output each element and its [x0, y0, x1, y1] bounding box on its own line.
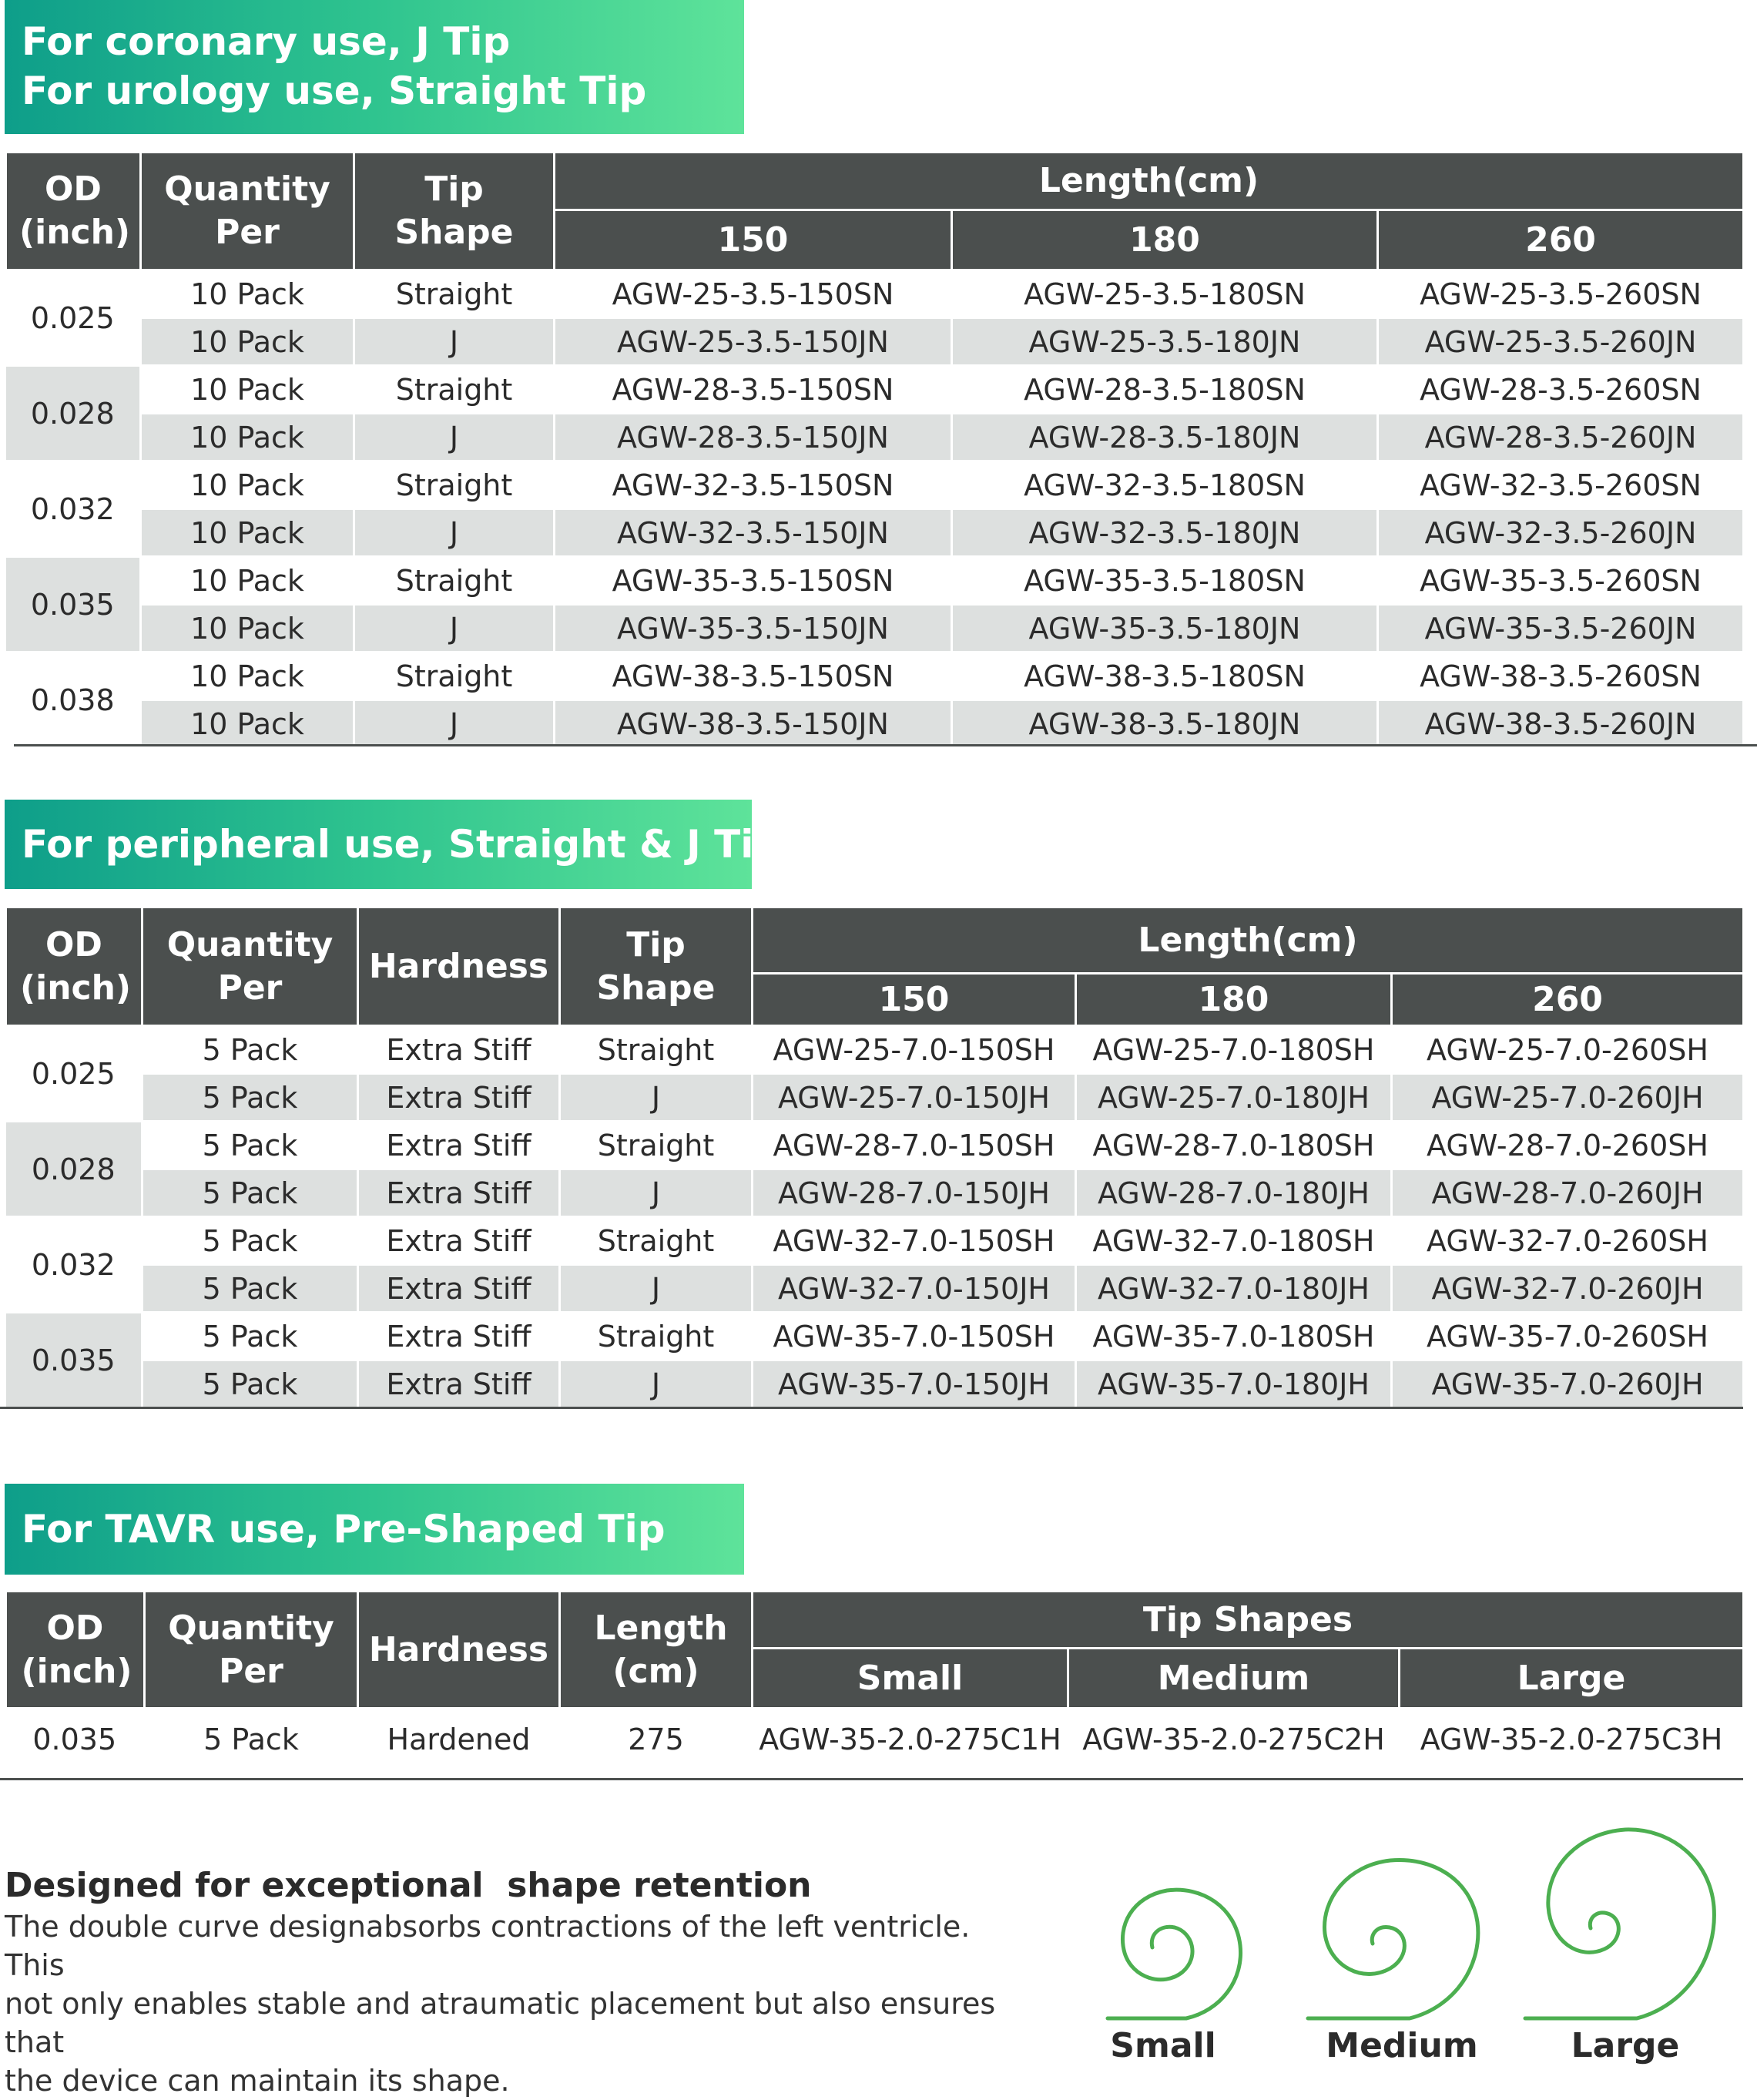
code-150-cell: AGW-32-7.0-150JH: [753, 1265, 1076, 1313]
small-code-cell: AGW-35-2.0-275C1H: [753, 1709, 1068, 1770]
quantity-cell: 5 Pack: [143, 1360, 358, 1408]
header-od: [6, 153, 141, 270]
table-row: [6, 1074, 1744, 1122]
code-260-cell: AGW-38-3.5-260SN: [1378, 652, 1744, 700]
tip-shape-cell: Straight: [354, 366, 555, 414]
header-hardness: Hardness: [358, 907, 560, 1026]
tip-shape-cell: Straight: [560, 1313, 753, 1360]
code-150-cell: AGW-28-7.0-150JH: [753, 1169, 1076, 1217]
shape-label-medium: Medium: [1326, 2026, 1478, 2065]
code-260-cell: AGW-28-7.0-260SH: [1392, 1122, 1744, 1169]
table-row: [6, 1217, 1744, 1265]
header-length-150: 150: [555, 210, 952, 270]
quantity-cell: 5 Pack: [143, 1217, 358, 1265]
description-block: [5, 1864, 1029, 2100]
code-260-cell: AGW-35-7.0-260SH: [1392, 1313, 1744, 1360]
code-180-cell: AGW-32-7.0-180JH: [1076, 1265, 1392, 1313]
tip-shape-cell: Straight: [354, 557, 555, 605]
header-od: [6, 1592, 145, 1709]
code-180-cell: AGW-32-7.0-180SH: [1076, 1217, 1392, 1265]
tip-shape-cell: Straight: [354, 461, 555, 509]
tip-shape-cell: J: [354, 414, 555, 461]
quantity-cell: 10 Pack: [141, 652, 354, 700]
header-tip-label: Tip Shape: [596, 924, 716, 1008]
code-260-cell: AGW-32-3.5-260JN: [1378, 509, 1744, 557]
header-length-180: 180: [952, 210, 1378, 270]
code-180-cell: AGW-28-7.0-180JH: [1076, 1169, 1392, 1217]
quantity-cell: 5 Pack: [145, 1709, 358, 1770]
quantity-cell: 10 Pack: [141, 366, 354, 414]
od-cell: 0.032: [6, 461, 141, 557]
code-260-cell: AGW-32-3.5-260SN: [1378, 461, 1744, 509]
quantity-cell: 5 Pack: [143, 1169, 358, 1217]
header-tip-shape: [560, 907, 753, 1026]
tavr-table: [5, 1590, 1745, 1771]
code-150-cell: AGW-32-3.5-150SN: [555, 461, 952, 509]
code-260-cell: AGW-25-7.0-260JH: [1392, 1074, 1744, 1122]
quantity-cell: 10 Pack: [141, 414, 354, 461]
quantity-cell: 10 Pack: [141, 509, 354, 557]
banner-line: For TAVR use, Pre-Shaped Tip: [22, 1507, 666, 1552]
header-length: [560, 1592, 753, 1709]
quantity-cell: 10 Pack: [141, 270, 354, 318]
divider: [0, 1778, 1743, 1780]
tip-shape-cell: Straight: [354, 652, 555, 700]
tip-shape-cell: J: [560, 1360, 753, 1408]
quantity-cell: 5 Pack: [143, 1313, 358, 1360]
tip-shape-cell: Straight: [560, 1217, 753, 1265]
large-spiral-icon: [1521, 1822, 1729, 2026]
code-150-cell: AGW-35-3.5-150SN: [555, 557, 952, 605]
code-180-cell: AGW-25-7.0-180SH: [1076, 1026, 1392, 1074]
quantity-cell: 10 Pack: [141, 318, 354, 366]
code-150-cell: AGW-25-7.0-150SH: [753, 1026, 1076, 1074]
od-cell: 0.035: [6, 557, 141, 652]
code-260-cell: AGW-35-3.5-260SN: [1378, 557, 1744, 605]
code-180-cell: AGW-35-7.0-180JH: [1076, 1360, 1392, 1408]
header-quantity: [143, 907, 358, 1026]
description-heading: Designed for exceptional shape retention: [5, 1866, 812, 1905]
header-od-label: OD (inch): [20, 924, 132, 1008]
od-cell: 0.025: [6, 1026, 143, 1122]
table-row: [6, 1122, 1744, 1169]
quantity-cell: 10 Pack: [141, 461, 354, 509]
tavr-banner: [5, 1484, 744, 1575]
medium-code-cell: AGW-35-2.0-275C2H: [1068, 1709, 1400, 1770]
code-150-cell: AGW-35-7.0-150JH: [753, 1360, 1076, 1408]
table-row: [6, 461, 1744, 509]
hardness-cell: Extra Stiff: [358, 1265, 560, 1313]
quantity-cell: 5 Pack: [143, 1026, 358, 1074]
shape-label-large: Large: [1571, 2026, 1680, 2065]
code-150-cell: AGW-28-7.0-150SH: [753, 1122, 1076, 1169]
header-od-label: OD (inch): [19, 169, 131, 252]
header-length-180: 180: [1076, 974, 1392, 1026]
quantity-cell: 10 Pack: [141, 700, 354, 748]
header-tip-shapes: Tip Shapes: [753, 1592, 1744, 1649]
code-150-cell: AGW-25-3.5-150JN: [555, 318, 952, 366]
code-180-cell: AGW-35-3.5-180JN: [952, 605, 1378, 652]
table-row: [6, 1360, 1744, 1408]
od-cell: 0.035: [6, 1709, 145, 1770]
table-row: [6, 605, 1744, 652]
code-260-cell: AGW-35-3.5-260JN: [1378, 605, 1744, 652]
code-180-cell: AGW-38-3.5-180SN: [952, 652, 1378, 700]
code-260-cell: AGW-32-7.0-260JH: [1392, 1265, 1744, 1313]
code-150-cell: AGW-32-3.5-150JN: [555, 509, 952, 557]
description-line: not only enables stable and atraumatic placement but also ensures that: [5, 1987, 996, 2059]
code-180-cell: AGW-28-3.5-180JN: [952, 414, 1378, 461]
tip-shape-cell: J: [560, 1265, 753, 1313]
code-180-cell: AGW-25-7.0-180JH: [1076, 1074, 1392, 1122]
tip-shape-cell: J: [354, 509, 555, 557]
code-150-cell: AGW-28-3.5-150SN: [555, 366, 952, 414]
code-260-cell: AGW-28-3.5-260JN: [1378, 414, 1744, 461]
header-hardness: Hardness: [358, 1592, 560, 1709]
code-150-cell: AGW-32-7.0-150SH: [753, 1217, 1076, 1265]
header-tip-shape: [354, 153, 555, 270]
header-length-260: 260: [1378, 210, 1744, 270]
coronary-banner: [5, 0, 744, 134]
header-length: Length(cm): [555, 153, 1744, 210]
tip-shape-cell: Straight: [560, 1122, 753, 1169]
header-tip-label: Tip Shape: [394, 169, 514, 252]
divider: [14, 744, 1757, 746]
header-od-label: OD (inch): [21, 1608, 132, 1691]
peripheral-banner: [5, 800, 782, 889]
quantity-cell: 5 Pack: [143, 1074, 358, 1122]
table-row: [6, 557, 1744, 605]
table-row: [6, 509, 1744, 557]
header-od: [6, 907, 143, 1026]
tip-shape-cell: J: [560, 1074, 753, 1122]
banner-line: For peripheral use, Straight & J Tip: [22, 822, 782, 867]
table-row: [6, 1313, 1744, 1360]
od-cell: 0.032: [6, 1217, 143, 1313]
peripheral-table: [5, 906, 1745, 1409]
od-cell: 0.025: [6, 270, 141, 366]
od-cell: 0.038: [6, 652, 141, 748]
code-180-cell: AGW-35-3.5-180SN: [952, 557, 1378, 605]
header-small: Small: [753, 1649, 1068, 1709]
code-180-cell: AGW-32-3.5-180JN: [952, 509, 1378, 557]
medium-spiral-icon: [1302, 1853, 1494, 2026]
tip-shape-cell: Straight: [354, 270, 555, 318]
description-line: the device can maintain its shape.: [5, 2064, 510, 2098]
header-quantity: [145, 1592, 358, 1709]
tip-shape-cell: J: [354, 318, 555, 366]
code-180-cell: AGW-38-3.5-180JN: [952, 700, 1378, 748]
header-length-150: 150: [753, 974, 1076, 1026]
tip-shape-cell: J: [354, 605, 555, 652]
header-quantity-label: Quantity Per: [168, 1608, 334, 1691]
table-row: [6, 1265, 1744, 1313]
divider: [0, 1407, 1743, 1409]
banner-line: For urology use, Straight Tip: [22, 69, 647, 113]
banner-line: For coronary use, J Tip: [22, 19, 511, 64]
code-180-cell: AGW-35-7.0-180SH: [1076, 1313, 1392, 1360]
hardness-cell: Extra Stiff: [358, 1313, 560, 1360]
code-260-cell: AGW-32-7.0-260SH: [1392, 1217, 1744, 1265]
hardness-cell: Extra Stiff: [358, 1360, 560, 1408]
code-260-cell: AGW-25-3.5-260JN: [1378, 318, 1744, 366]
length-cell: 275: [560, 1709, 753, 1770]
code-180-cell: AGW-28-7.0-180SH: [1076, 1122, 1392, 1169]
quantity-cell: 5 Pack: [143, 1265, 358, 1313]
coronary-table: [5, 151, 1745, 749]
table-row: [6, 652, 1744, 700]
table-row: [6, 318, 1744, 366]
header-quantity: [141, 153, 354, 270]
code-150-cell: AGW-25-7.0-150JH: [753, 1074, 1076, 1122]
shape-label-small: Small: [1110, 2026, 1216, 2065]
od-cell: 0.028: [6, 1122, 143, 1217]
quantity-cell: 10 Pack: [141, 557, 354, 605]
code-150-cell: AGW-25-3.5-150SN: [555, 270, 952, 318]
header-quantity-label: Quantity Per: [166, 924, 334, 1008]
code-260-cell: AGW-28-3.5-260SN: [1378, 366, 1744, 414]
table-row: [6, 1026, 1744, 1074]
header-large: Large: [1400, 1649, 1744, 1709]
code-150-cell: AGW-35-3.5-150JN: [555, 605, 952, 652]
table-row: [6, 1169, 1744, 1217]
code-260-cell: AGW-25-3.5-260SN: [1378, 270, 1744, 318]
code-260-cell: AGW-35-7.0-260JH: [1392, 1360, 1744, 1408]
header-length-260: 260: [1392, 974, 1744, 1026]
description-line: The double curve designabsorbs contractions of the left ventricle. This: [5, 1910, 971, 1982]
table-row: [6, 700, 1744, 748]
code-180-cell: AGW-25-3.5-180JN: [952, 318, 1378, 366]
code-260-cell: AGW-28-7.0-260JH: [1392, 1169, 1744, 1217]
tip-shape-cell: Straight: [560, 1026, 753, 1074]
code-180-cell: AGW-32-3.5-180SN: [952, 461, 1378, 509]
code-150-cell: AGW-35-7.0-150SH: [753, 1313, 1076, 1360]
tip-shape-cell: J: [560, 1169, 753, 1217]
code-180-cell: AGW-28-3.5-180SN: [952, 366, 1378, 414]
tip-shape-cell: J: [354, 700, 555, 748]
header-length: Length(cm): [753, 907, 1744, 974]
quantity-cell: 10 Pack: [141, 605, 354, 652]
large-code-cell: AGW-35-2.0-275C3H: [1400, 1709, 1744, 1770]
od-cell: 0.035: [6, 1313, 143, 1408]
code-150-cell: AGW-38-3.5-150JN: [555, 700, 952, 748]
hardness-cell: Hardened: [358, 1709, 560, 1770]
code-150-cell: AGW-38-3.5-150SN: [555, 652, 952, 700]
table-row: [6, 414, 1744, 461]
header-quantity-label: Quantity Per: [164, 169, 330, 252]
code-260-cell: AGW-38-3.5-260JN: [1378, 700, 1744, 748]
code-260-cell: AGW-25-7.0-260SH: [1392, 1026, 1744, 1074]
table-row: [6, 1709, 1744, 1770]
quantity-cell: 5 Pack: [143, 1122, 358, 1169]
hardness-cell: Extra Stiff: [358, 1074, 560, 1122]
code-150-cell: AGW-28-3.5-150JN: [555, 414, 952, 461]
table-row: [6, 270, 1744, 318]
small-spiral-icon: [1094, 1880, 1263, 2026]
hardness-cell: Extra Stiff: [358, 1026, 560, 1074]
header-length-label: Length (cm): [594, 1608, 728, 1691]
header-medium: Medium: [1068, 1649, 1400, 1709]
hardness-cell: Extra Stiff: [358, 1122, 560, 1169]
hardness-cell: Extra Stiff: [358, 1217, 560, 1265]
hardness-cell: Extra Stiff: [358, 1169, 560, 1217]
od-cell: 0.028: [6, 366, 141, 461]
code-180-cell: AGW-25-3.5-180SN: [952, 270, 1378, 318]
table-row: [6, 366, 1744, 414]
